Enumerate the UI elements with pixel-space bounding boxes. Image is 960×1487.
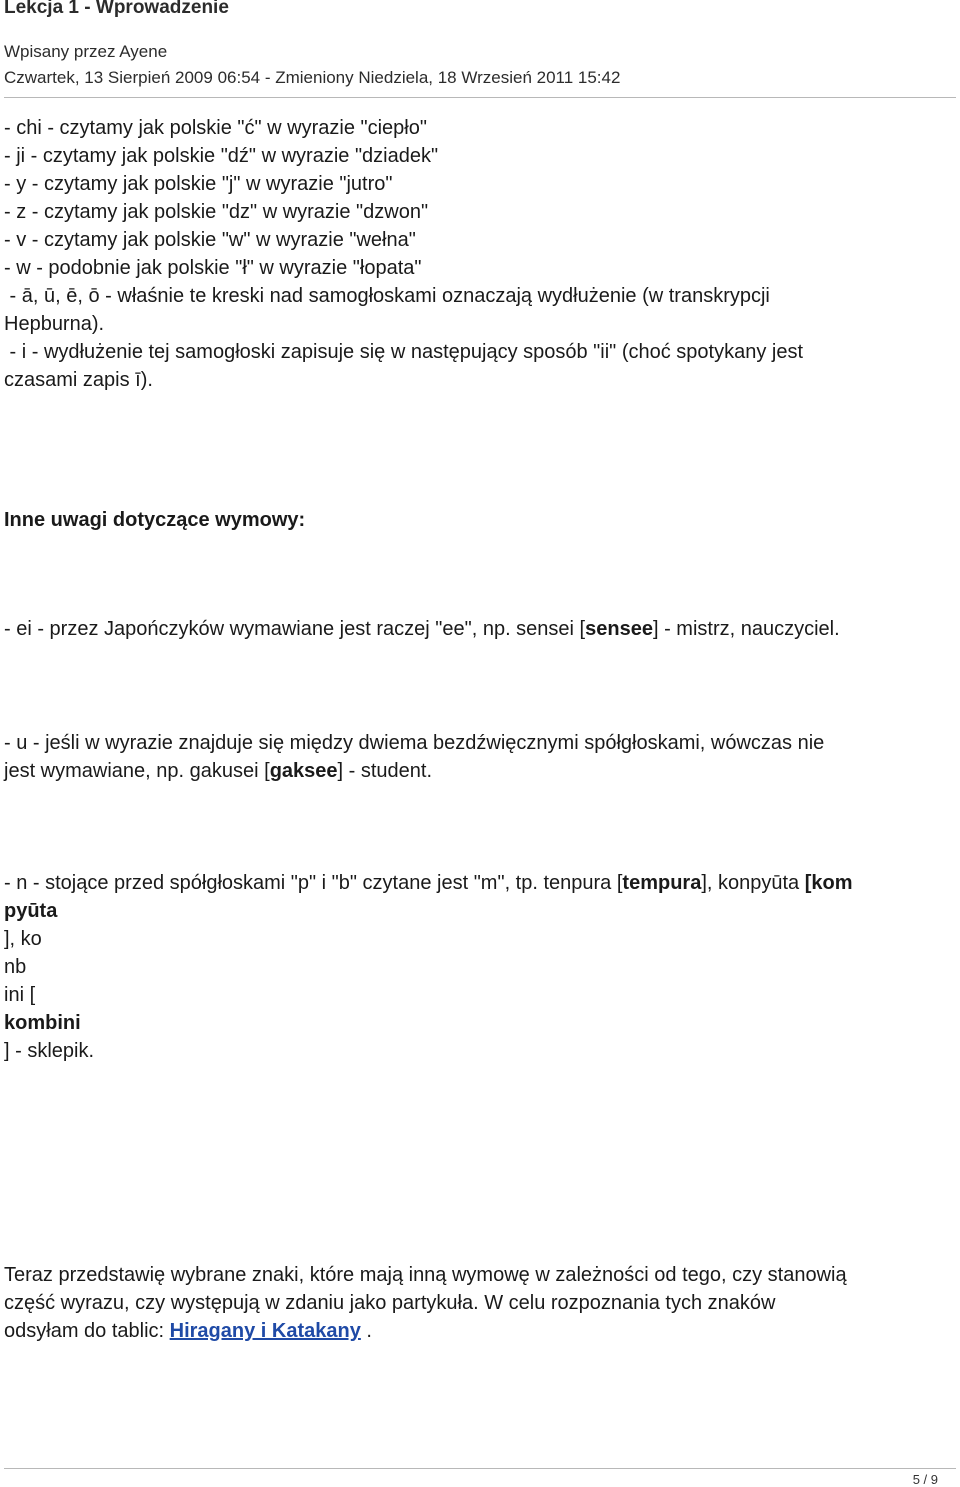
outro-line1: Teraz przedstawię wybrane znaki, które mają inną wymowę w zależności od tego, czy stanowią <box>4 1264 847 1286</box>
section-heading: Inne uwagi dotyczące wymowy: <box>4 509 306 531</box>
outro-line2: część wyrazu, czy występują w zdaniu jako partykuła. W celu rozpoznania tych znaków <box>4 1292 776 1314</box>
note-n-line7: ] - sklepik. <box>4 1040 95 1062</box>
text-line: - chi - czytamy jak polskie "ć" w wyrazie "ciepło" <box>4 117 427 139</box>
footer-divider <box>4 1468 956 1469</box>
note-n-line5: ini [ <box>4 984 36 1006</box>
text-line: Hepburna). <box>4 313 105 335</box>
note-n-line3: ], ko <box>4 928 42 950</box>
note-n-line2: pyūta <box>4 900 58 922</box>
text-line: - y - czytamy jak polskie "j" w wyrazie "jutro" <box>4 173 393 195</box>
text-line: czasami zapis ī). <box>4 369 153 391</box>
outro-line3: odsyłam do tablic: Hiragany i Katakany . <box>4 1320 372 1342</box>
text-line: - z - czytamy jak polskie "dz" w wyrazie "dzwon" <box>4 201 429 223</box>
text-line: - i - wydłużenie tej samogłoski zapisuje się w następujący sposób "ii" (choć spotykany jest <box>4 341 804 363</box>
text-line: - ji - czytamy jak polskie "dź" w wyrazie "dziadek" <box>4 145 439 167</box>
note-ei: - ei - przez Japończyków wymawiane jest raczej "ee", np. sensei [sensee] - mistrz, nauczyciel. <box>4 618 840 640</box>
author-line: Wpisany przez Ayene <box>4 42 168 61</box>
page-number: 5 / 9 <box>912 1472 938 1487</box>
text-line: - w - podobnie jak polskie "ł" w wyrazie "łopata" <box>4 257 422 279</box>
text-line: - v - czytamy jak polskie "w" w wyrazie "wełna" <box>4 229 416 251</box>
page-title: Lekcja 1 - Wprowadzenie <box>4 0 229 18</box>
header-divider <box>4 97 956 98</box>
note-n-line1: - n - stojące przed spółgłoskami "p" i "b" czytane jest "m", tp. tenpura [tempura], konpyūta [kom <box>4 872 853 894</box>
date-line: Czwartek, 13 Sierpień 2009 06:54 - Zmieniony Niedziela, 18 Wrzesień 2011 15:42 <box>4 68 621 87</box>
note-u-line1: - u - jeśli w wyrazie znajduje się między dwiema bezdźwięcznymi spółgłoskami, wówczas nie <box>4 732 825 754</box>
text-line: - ā, ū, ē, ō - właśnie te kreski nad samogłoskami oznaczają wydłużenie (w transkrypcji <box>4 285 770 307</box>
note-n-line4: nb <box>4 956 27 978</box>
hiragana-katakana-link[interactable]: Hiragany i Katakany <box>169 1320 361 1342</box>
note-u-line2: jest wymawiane, np. gakusei [gaksee] - student. <box>4 760 433 782</box>
note-n-line6: kombini <box>4 1012 81 1034</box>
